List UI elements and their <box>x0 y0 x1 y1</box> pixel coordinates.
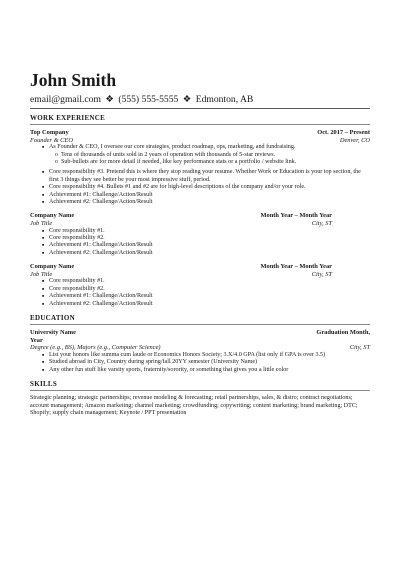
section-title-work: WORK EXPERIENCE <box>30 114 106 122</box>
education-header-row <box>30 329 370 344</box>
section-title-education: EDUCATION <box>30 314 75 323</box>
list-item: ■ List your honors like summa cum laude or Economics Honors Society; 3.X/4.0 GPA (list only if GPA is over 3.5) <box>42 352 370 359</box>
job-title: Job Title <box>30 220 53 228</box>
job-bullets <box>30 184 370 206</box>
sub-bullets <box>55 152 370 167</box>
separator-icon: ❖ <box>182 94 192 105</box>
list-item: ■ Achievement #2: Challenge/Action/Result <box>42 250 370 257</box>
job-bullets <box>30 228 370 258</box>
job-subheader-row <box>30 220 370 228</box>
list-item: ■ Core responsibility #1. <box>42 228 370 235</box>
job-entry <box>30 129 370 206</box>
list-item: ■ Core responsibility #2. <box>42 286 370 293</box>
contact-line <box>30 93 370 106</box>
education-subheader-row <box>30 344 370 352</box>
bullet-text: As Founder & CEO, I oversee our core strategies, product roadmap, ops, marketing, and fundraising. <box>49 144 296 151</box>
job-title: Founder & CEO <box>30 136 73 144</box>
list-item: ■ Achievement #2: Challenge/Action/Result <box>42 301 370 308</box>
section-title-skills: SKILLS <box>30 380 58 389</box>
list-item: ■ Achievement #1: Challenge/Action/Result <box>42 242 370 249</box>
job-title: Job Title <box>30 270 53 278</box>
list-item: ■ Studied abroad in City, Country during spring/fall 20YY semester (University Name) <box>42 359 370 366</box>
job-bullets <box>30 278 370 308</box>
school-name <box>30 329 234 344</box>
list-item: o Tens of thousands of units sold in 2 years of operation with thousands of 5-star reviews. <box>55 152 370 159</box>
education-bullets <box>30 352 370 374</box>
job-location: City, ST <box>311 270 332 278</box>
company-name: Company Name <box>30 263 75 271</box>
job-dates: Month Year – Month Year <box>260 263 332 271</box>
company-name: Company Name <box>30 212 75 220</box>
graduation-date: Graduation Month, <box>316 329 370 337</box>
school-location: City, ST <box>349 344 370 352</box>
job-subheader-row <box>30 271 370 279</box>
list-item: ■ Core responsibility #1. <box>42 278 370 285</box>
job-header-row <box>30 129 370 137</box>
job-bullets <box>30 144 370 166</box>
section-divider <box>30 124 370 125</box>
list-item: ■ Achievement #2: Challenge/Action/Result <box>42 199 370 206</box>
graduation-year: Year <box>30 336 43 344</box>
list-item: ■ Core responsibility #3. Pretend this is where they stop reading your resume. Whether Work or Education is your top section, the first 3 things they see better be your most impressive stuff, period. <box>42 169 370 184</box>
job-dates: Oct. 2017 – Present <box>317 129 370 136</box>
education-entry <box>30 329 370 374</box>
job-entry <box>30 263 370 308</box>
email-text: email@gmail.com <box>30 94 101 105</box>
job-header-row <box>30 263 370 271</box>
job-location: Denver, CO <box>339 136 370 144</box>
list-item: ■ Core responsibility #2. <box>42 235 370 242</box>
job-entry <box>30 212 370 257</box>
candidate-name: John Smith <box>30 70 117 90</box>
list-item: o Sub-bullets are for more detail if needed, like key performance stats or a portfolio / website link. <box>55 159 370 166</box>
list-item: ■ Achievement #1: Challenge/Action/Result <box>42 192 370 199</box>
job-dates: Month Year – Month Year <box>260 212 332 220</box>
list-item: ■ Any other fun stuff like varsity sports, fraternity/sorority, or something that gives you a little color <box>42 367 370 374</box>
phone-text: (555) 555-5555 <box>118 94 179 105</box>
list-item: ■ Achievement #1: Challenge/Action/Result <box>42 293 370 300</box>
company-name: Top Company <box>30 129 69 136</box>
location-text: Edmonton, AB <box>195 94 254 105</box>
section-divider <box>30 324 370 325</box>
degree: Degree (e.g., BS), Majors (e.g., Computer Science) <box>30 344 161 352</box>
header-divider <box>30 108 370 109</box>
job-header-row <box>30 212 370 220</box>
list-item: ■ Core responsibility #4. Bullets #1 and #2 are for high-level descriptions of the company and/or your role. <box>42 184 370 191</box>
job-location: City, ST <box>311 220 332 228</box>
separator-icon: ❖ <box>105 94 114 105</box>
list-item <box>42 144 370 166</box>
section-divider <box>30 390 370 391</box>
skills-text: Strategic planning; strategic partnerships; revenue modeling & forecasting; retail partnerships, sales, & distro; contract negotiations; account management; Amazon marketing; channel marketing; crowdfunding; copywriting; content marketing; brand marketing; DTC; Shopify; supply chain management; Keynote / PPT presentation <box>30 395 358 417</box>
job-bullets <box>30 169 370 184</box>
school-name-text: University Name <box>30 329 76 337</box>
